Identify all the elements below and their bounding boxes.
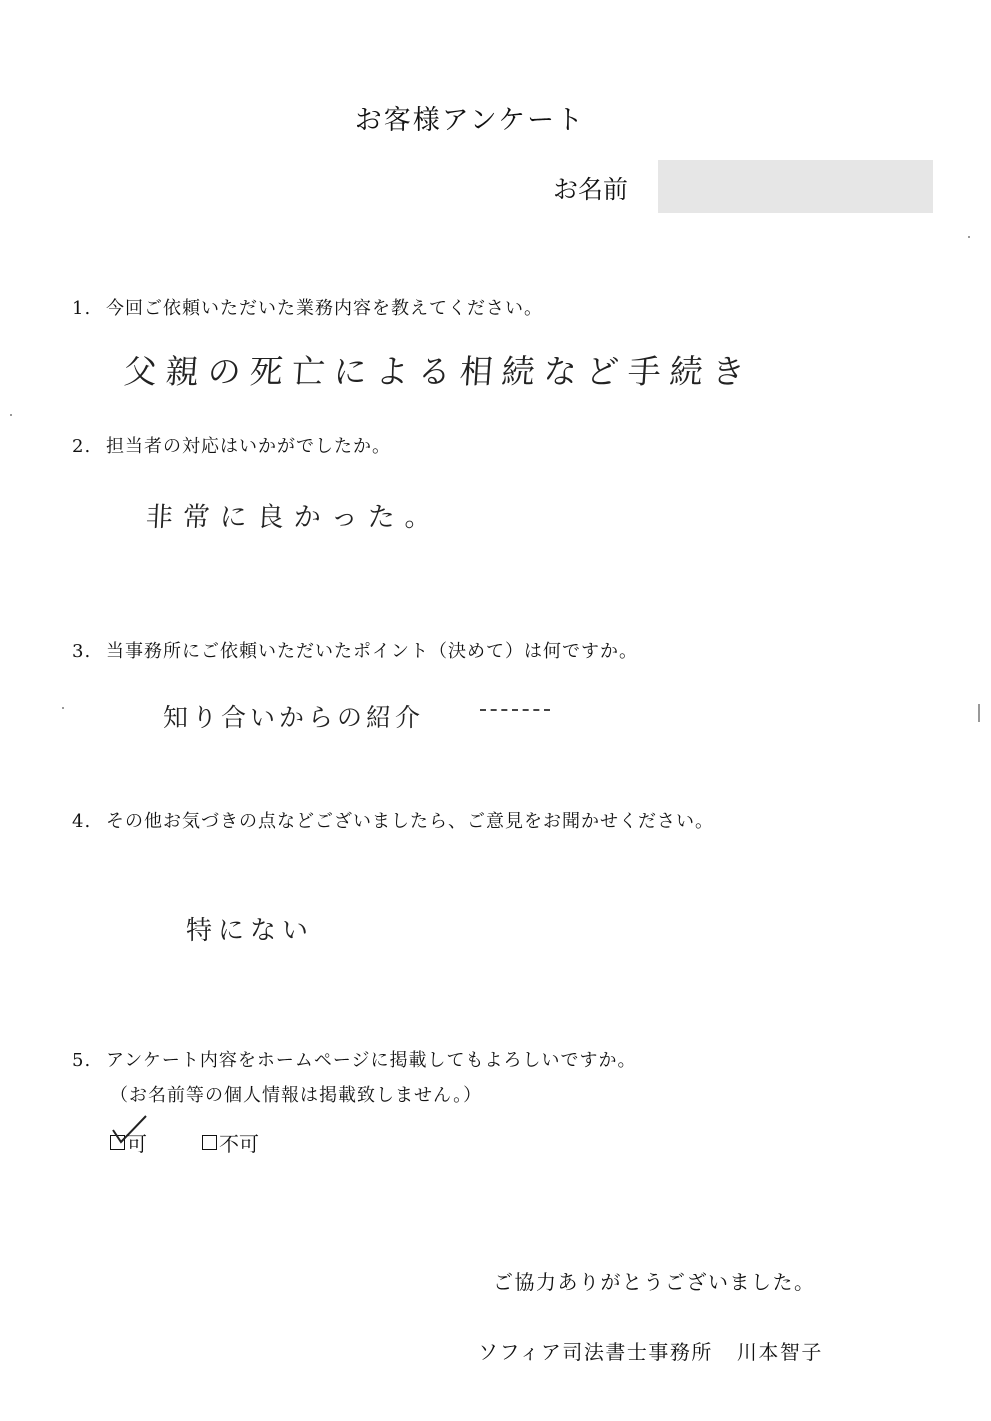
scan-speck xyxy=(10,414,12,416)
answer-3-trailing-line xyxy=(480,709,550,711)
question-5-note: （お名前等の個人情報は掲載致しません。） xyxy=(110,1085,483,1106)
question-2-text: 担当者の対応はいかがでしたか。 xyxy=(106,436,391,457)
consent-option-yes-label: 可 xyxy=(127,1132,147,1156)
check-mark-icon xyxy=(110,1114,150,1148)
question-1-number: 1. xyxy=(72,298,92,319)
name-field[interactable] xyxy=(658,160,933,213)
name-label: お名前 xyxy=(553,175,629,204)
question-2 xyxy=(72,432,391,458)
answer-4: 特にない xyxy=(186,916,315,946)
question-5-text: アンケート内容をホームページに掲載してもよろしいですか。 xyxy=(106,1050,637,1071)
closing-message: ご協力ありがとうございました。 xyxy=(493,1270,816,1294)
question-2-number: 2. xyxy=(72,436,92,457)
scan-speck xyxy=(968,236,970,238)
signature xyxy=(478,1336,823,1365)
answer-2: 非常に良かった。 xyxy=(145,502,443,533)
scan-speck xyxy=(62,707,64,709)
question-5-number: 5. xyxy=(72,1050,92,1071)
consent-option-no-label: 不可 xyxy=(219,1132,259,1156)
question-4-text: その他お気づきの点などございましたら、ご意見をお聞かせください。 xyxy=(106,811,714,832)
answer-1: 父親の死亡による相続など手続き xyxy=(122,352,756,391)
survey-title: お客様アンケート xyxy=(354,105,586,136)
answer-3: 知り合いからの紹介 xyxy=(163,703,425,732)
signature-office: ソフィア司法書士事務所 xyxy=(478,1340,713,1364)
checkbox-no[interactable] xyxy=(202,1135,217,1150)
question-1 xyxy=(72,294,543,320)
question-1-text: 今回ご依頼いただいた業務内容を教えてください。 xyxy=(106,298,543,319)
consent-option-no[interactable] xyxy=(202,1128,259,1157)
signature-person: 川本智子 xyxy=(736,1340,823,1364)
question-3 xyxy=(72,637,638,663)
question-4 xyxy=(72,807,714,833)
question-4-number: 4. xyxy=(72,811,92,832)
question-5 xyxy=(72,1046,637,1072)
question-3-text: 当事務所にご依頼いただいたポイント（決めて）は何ですか。 xyxy=(106,641,638,662)
scan-speck xyxy=(978,704,980,722)
question-3-number: 3. xyxy=(72,641,92,662)
